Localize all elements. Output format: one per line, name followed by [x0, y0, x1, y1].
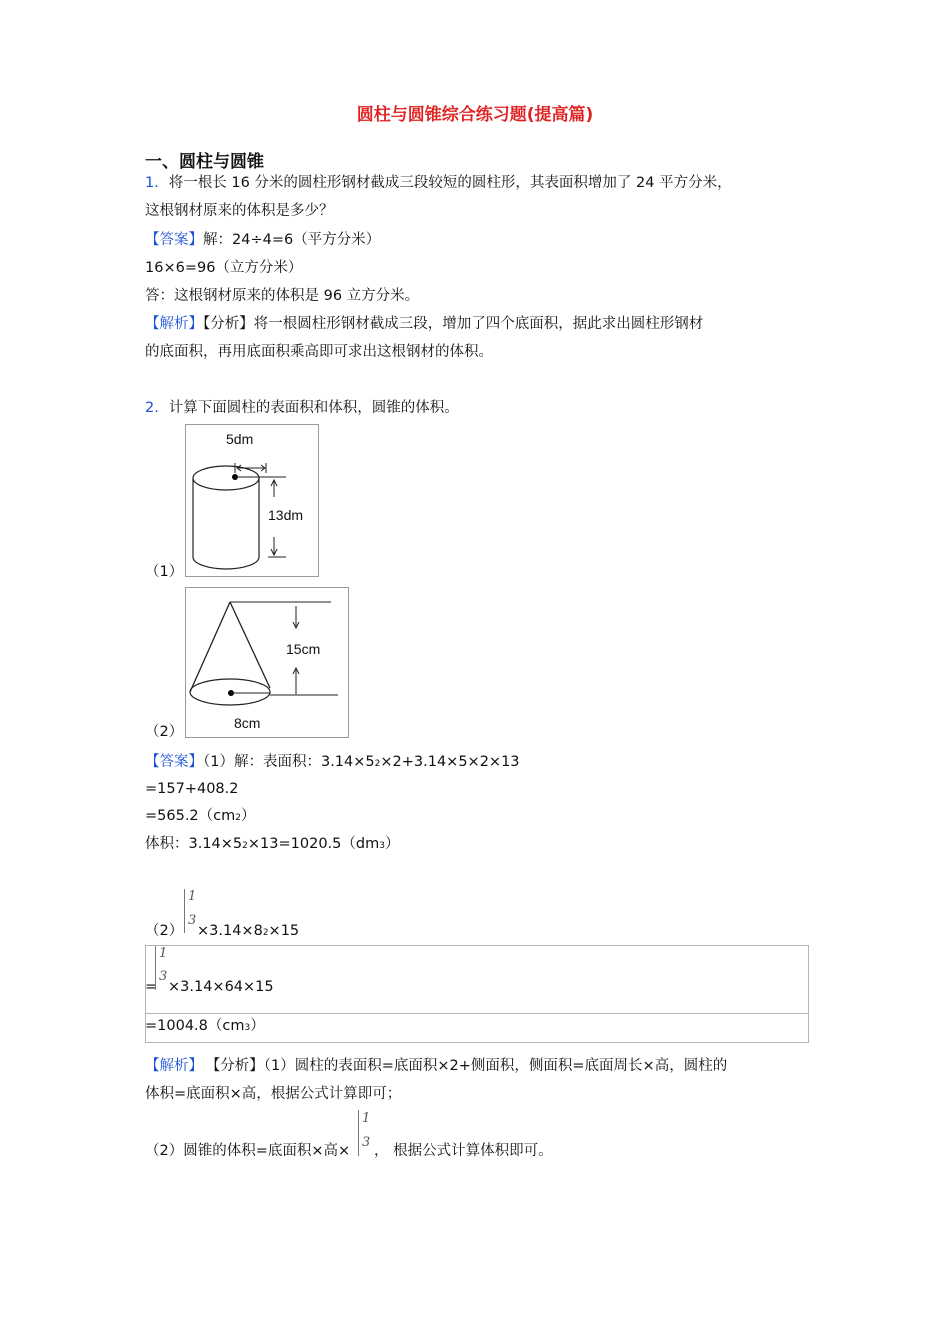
- section-heading: 一、圆柱与圆锥: [145, 152, 264, 172]
- q2-b2-prefix: =: [145, 979, 158, 995]
- q2-answer-line3: =565.2（cm2）: [145, 808, 256, 824]
- q1-answer-line2: 16×6=96（立方分米）: [145, 260, 303, 276]
- fraction-bracket: [358, 1110, 359, 1156]
- q2-b1-expression: ×3.14×82×15: [197, 923, 300, 939]
- fig1-label: （1）: [145, 564, 184, 580]
- fraction-bracket: [184, 889, 185, 933]
- q1-text-line1: 1．将一根长 16 分米的圆柱形钢材截成三段较短的圆柱形，其表面积增加了 24 平方分米，: [145, 175, 732, 191]
- answer-tag: 【答案】: [145, 754, 203, 770]
- fraction-numerator: 1: [188, 889, 197, 904]
- fraction-denominator: 3: [188, 913, 197, 928]
- q2-analysis-line3-suffix: ， 根据公式计算体积即可。: [374, 1143, 553, 1159]
- q1-answer-line1: 【答案】解：24÷4=6（平方分米）: [145, 232, 381, 248]
- analysis-tag: 【解析】: [145, 316, 203, 332]
- q2-b3-result: =1004.8（cm3）: [145, 1018, 265, 1034]
- fraction-numerator: 1: [159, 946, 168, 961]
- cylinder-figure: [185, 424, 319, 577]
- q2-answer-line1: 【答案】（1）解：表面积：3.14×52×2+3.14×5×2×13: [145, 754, 520, 770]
- q2-number: 2．: [145, 400, 169, 416]
- cone-diagram: [186, 588, 348, 737]
- q2-analysis-line3-prefix: （2）圆锥的体积=底面积×高×: [145, 1143, 351, 1159]
- fraction-denominator: 3: [159, 969, 168, 984]
- q2-analysis-line2: 体积=底面积×高，根据公式计算即可；: [145, 1086, 402, 1102]
- q1-analysis-line2: 的底面积，再用底面积乘高即可求出这根钢材的体积。: [145, 344, 493, 360]
- q2-analysis-line1: 【解析】 【分析】（1）圆柱的表面积=底面积×2+侧面积，侧面积=底面周长×高，圆柱的: [145, 1058, 728, 1074]
- document-title: 圆柱与圆锥综合练习题(提高篇): [356, 105, 594, 125]
- analysis-tag: 【解析】: [145, 1058, 203, 1074]
- table-row-divider: [146, 1013, 808, 1014]
- fraction-bracket: [155, 946, 156, 990]
- cylinder-diameter-label: 5dm: [226, 431, 254, 447]
- cone-diameter-label: 8cm: [234, 715, 261, 731]
- answer-tag: 【答案】: [145, 232, 203, 248]
- fig2-label: （2）: [145, 724, 184, 740]
- fraction-numerator: 1: [362, 1111, 371, 1126]
- fraction-denominator: 3: [362, 1135, 371, 1150]
- q2-answer-line2: =157+408.2: [145, 781, 239, 797]
- cylinder-diagram: [186, 425, 318, 576]
- q1-text-line2: 这根钢材原来的体积是多少？: [145, 203, 334, 219]
- q1-answer-line3: 答：这根钢材原来的体积是 96 立方分米。: [145, 288, 420, 304]
- q1-analysis-line1: 【解析】【分析】将一根圆柱形钢材截成三段，增加了四个底面积，据此求出圆柱形钢材: [145, 316, 704, 332]
- q2-b1-prefix: （2）: [145, 923, 184, 939]
- cone-height-label: 15cm: [286, 641, 321, 657]
- q2-text: 2．计算下面圆柱的表面积和体积，圆锥的体积。: [145, 400, 459, 416]
- q1-number: 1．: [145, 175, 169, 191]
- cylinder-height-label: 13dm: [268, 507, 304, 523]
- cone-figure: [185, 587, 349, 738]
- q2-answer-line4: 体积：3.14×52×13=1020.5（dm3）: [145, 836, 400, 852]
- q2-b2-expression: ×3.14×64×15: [168, 979, 274, 995]
